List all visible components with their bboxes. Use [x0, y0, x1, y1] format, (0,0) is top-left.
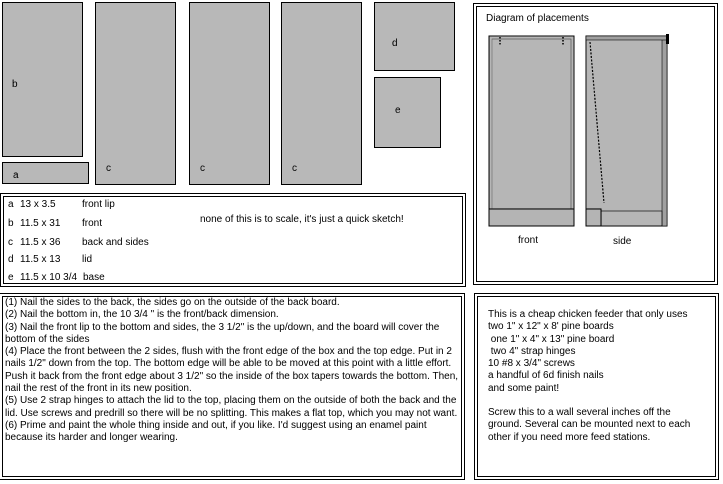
- board-label: a: [13, 170, 19, 181]
- instruction-step: (1) Nail the sides to the back, the sides go on the outside of the back board.: [5, 297, 340, 308]
- board-a-front-lip: [2, 162, 89, 184]
- legend-dims: 11.5 x 31: [20, 218, 61, 229]
- legend-dims: 11.5 x 36: [20, 237, 61, 248]
- board-c-side-2: [281, 2, 362, 185]
- side-front-lip: [586, 209, 601, 226]
- materials-item: and some paint!: [488, 382, 560, 394]
- placement-diagram: [477, 7, 716, 283]
- legend-piece-name: lid: [82, 254, 93, 265]
- side-back-edge: [662, 36, 667, 226]
- materials-panel: [477, 296, 716, 477]
- diagram-title: Diagram of placements: [486, 13, 589, 24]
- materials-item: 10 #8 x 3/4" screws: [488, 358, 575, 370]
- materials-intro: This is a cheap chicken feeder that only uses: [488, 309, 688, 320]
- board-d-lid: [374, 2, 455, 71]
- board-label: c: [106, 163, 111, 174]
- board-label: c: [200, 163, 205, 174]
- board-label: c: [292, 163, 297, 174]
- legend-panel: [3, 196, 463, 284]
- legend-piece-name: base: [83, 272, 105, 283]
- hinge-strap: [666, 34, 669, 44]
- placement-diagram-panel: [476, 6, 715, 282]
- legend-dims: 11.5 x 10 3/4: [20, 272, 78, 283]
- materials-item: a handful of 6d finish nails: [488, 370, 604, 382]
- scale-note: none of this is to scale, it's just a quick sketch!: [200, 214, 404, 225]
- instruction-step: (3) Nail the front lip to the bottom and sides, the 3 1/2" is the up/down, and the board will cover the bottom of the sides: [5, 321, 440, 345]
- legend-piece-name: front lip: [82, 199, 115, 210]
- legend-dims: 13 x 3.5: [20, 199, 56, 210]
- legend-letter: a: [8, 199, 14, 210]
- legend-letter: d: [8, 254, 14, 265]
- instruction-step: (6) Prime and paint the whole thing inside and out, if you like. I'd suggest using an enamel paint because its harder and longer wearing.: [5, 419, 427, 444]
- materials-item: two 4" strap hinges: [488, 345, 576, 357]
- board-e-base: [374, 77, 441, 148]
- side-label: side: [613, 236, 632, 247]
- instructions-panel: [2, 296, 462, 477]
- materials-item: two 1" x 12" x 8' pine boards: [488, 321, 614, 333]
- legend-letter: c: [8, 237, 13, 248]
- front-view: [489, 36, 574, 226]
- legend-dims: 11.5 x 13: [20, 254, 61, 265]
- front-box: [489, 36, 574, 226]
- board-label: d: [392, 38, 398, 49]
- instruction-step: (5) Use 2 strap hinges to attach the lid to the top, placing them on the outside of both the back and the lid. Use screws and predrill so there will be no splitting. This makes a flat top, which you may not want.: [5, 395, 458, 419]
- side-view: [586, 34, 669, 226]
- legend-letter: e: [8, 272, 14, 283]
- mounting-note: Screw this to a wall several inches off the ground. Several can be mounted next to each other if you need more feed stations.: [488, 407, 691, 443]
- front-label: front: [518, 235, 539, 246]
- board-label: b: [12, 79, 18, 90]
- instruction-step: (4) Place the front between the 2 sides, flush with the front edge of the box and the top edge. Put in 2 nails 1/2" down from the top. The bottom edge will be able to be moved at this point with a little effort. Push it back from the front edge about 3 1/2" so the inside of the box tapers towards the bottom. Then, nail the rest of the front in its new position.: [5, 346, 459, 395]
- materials-item: one 1" x 4" x 13" pine board: [488, 333, 615, 345]
- board-c-side-1: [189, 2, 270, 185]
- instruction-step: (2) Nail the bottom in, the 10 3/4 " is the front/back dimension.: [5, 309, 279, 321]
- legend-piece-name: back and sides: [82, 237, 149, 248]
- board-c-back: [95, 2, 176, 185]
- front-lip: [489, 209, 574, 226]
- board-label: e: [395, 105, 401, 116]
- side-lid: [586, 36, 668, 40]
- legend-letter: b: [8, 218, 14, 229]
- board-b-front: [2, 2, 83, 157]
- legend-piece-name: front: [82, 218, 103, 229]
